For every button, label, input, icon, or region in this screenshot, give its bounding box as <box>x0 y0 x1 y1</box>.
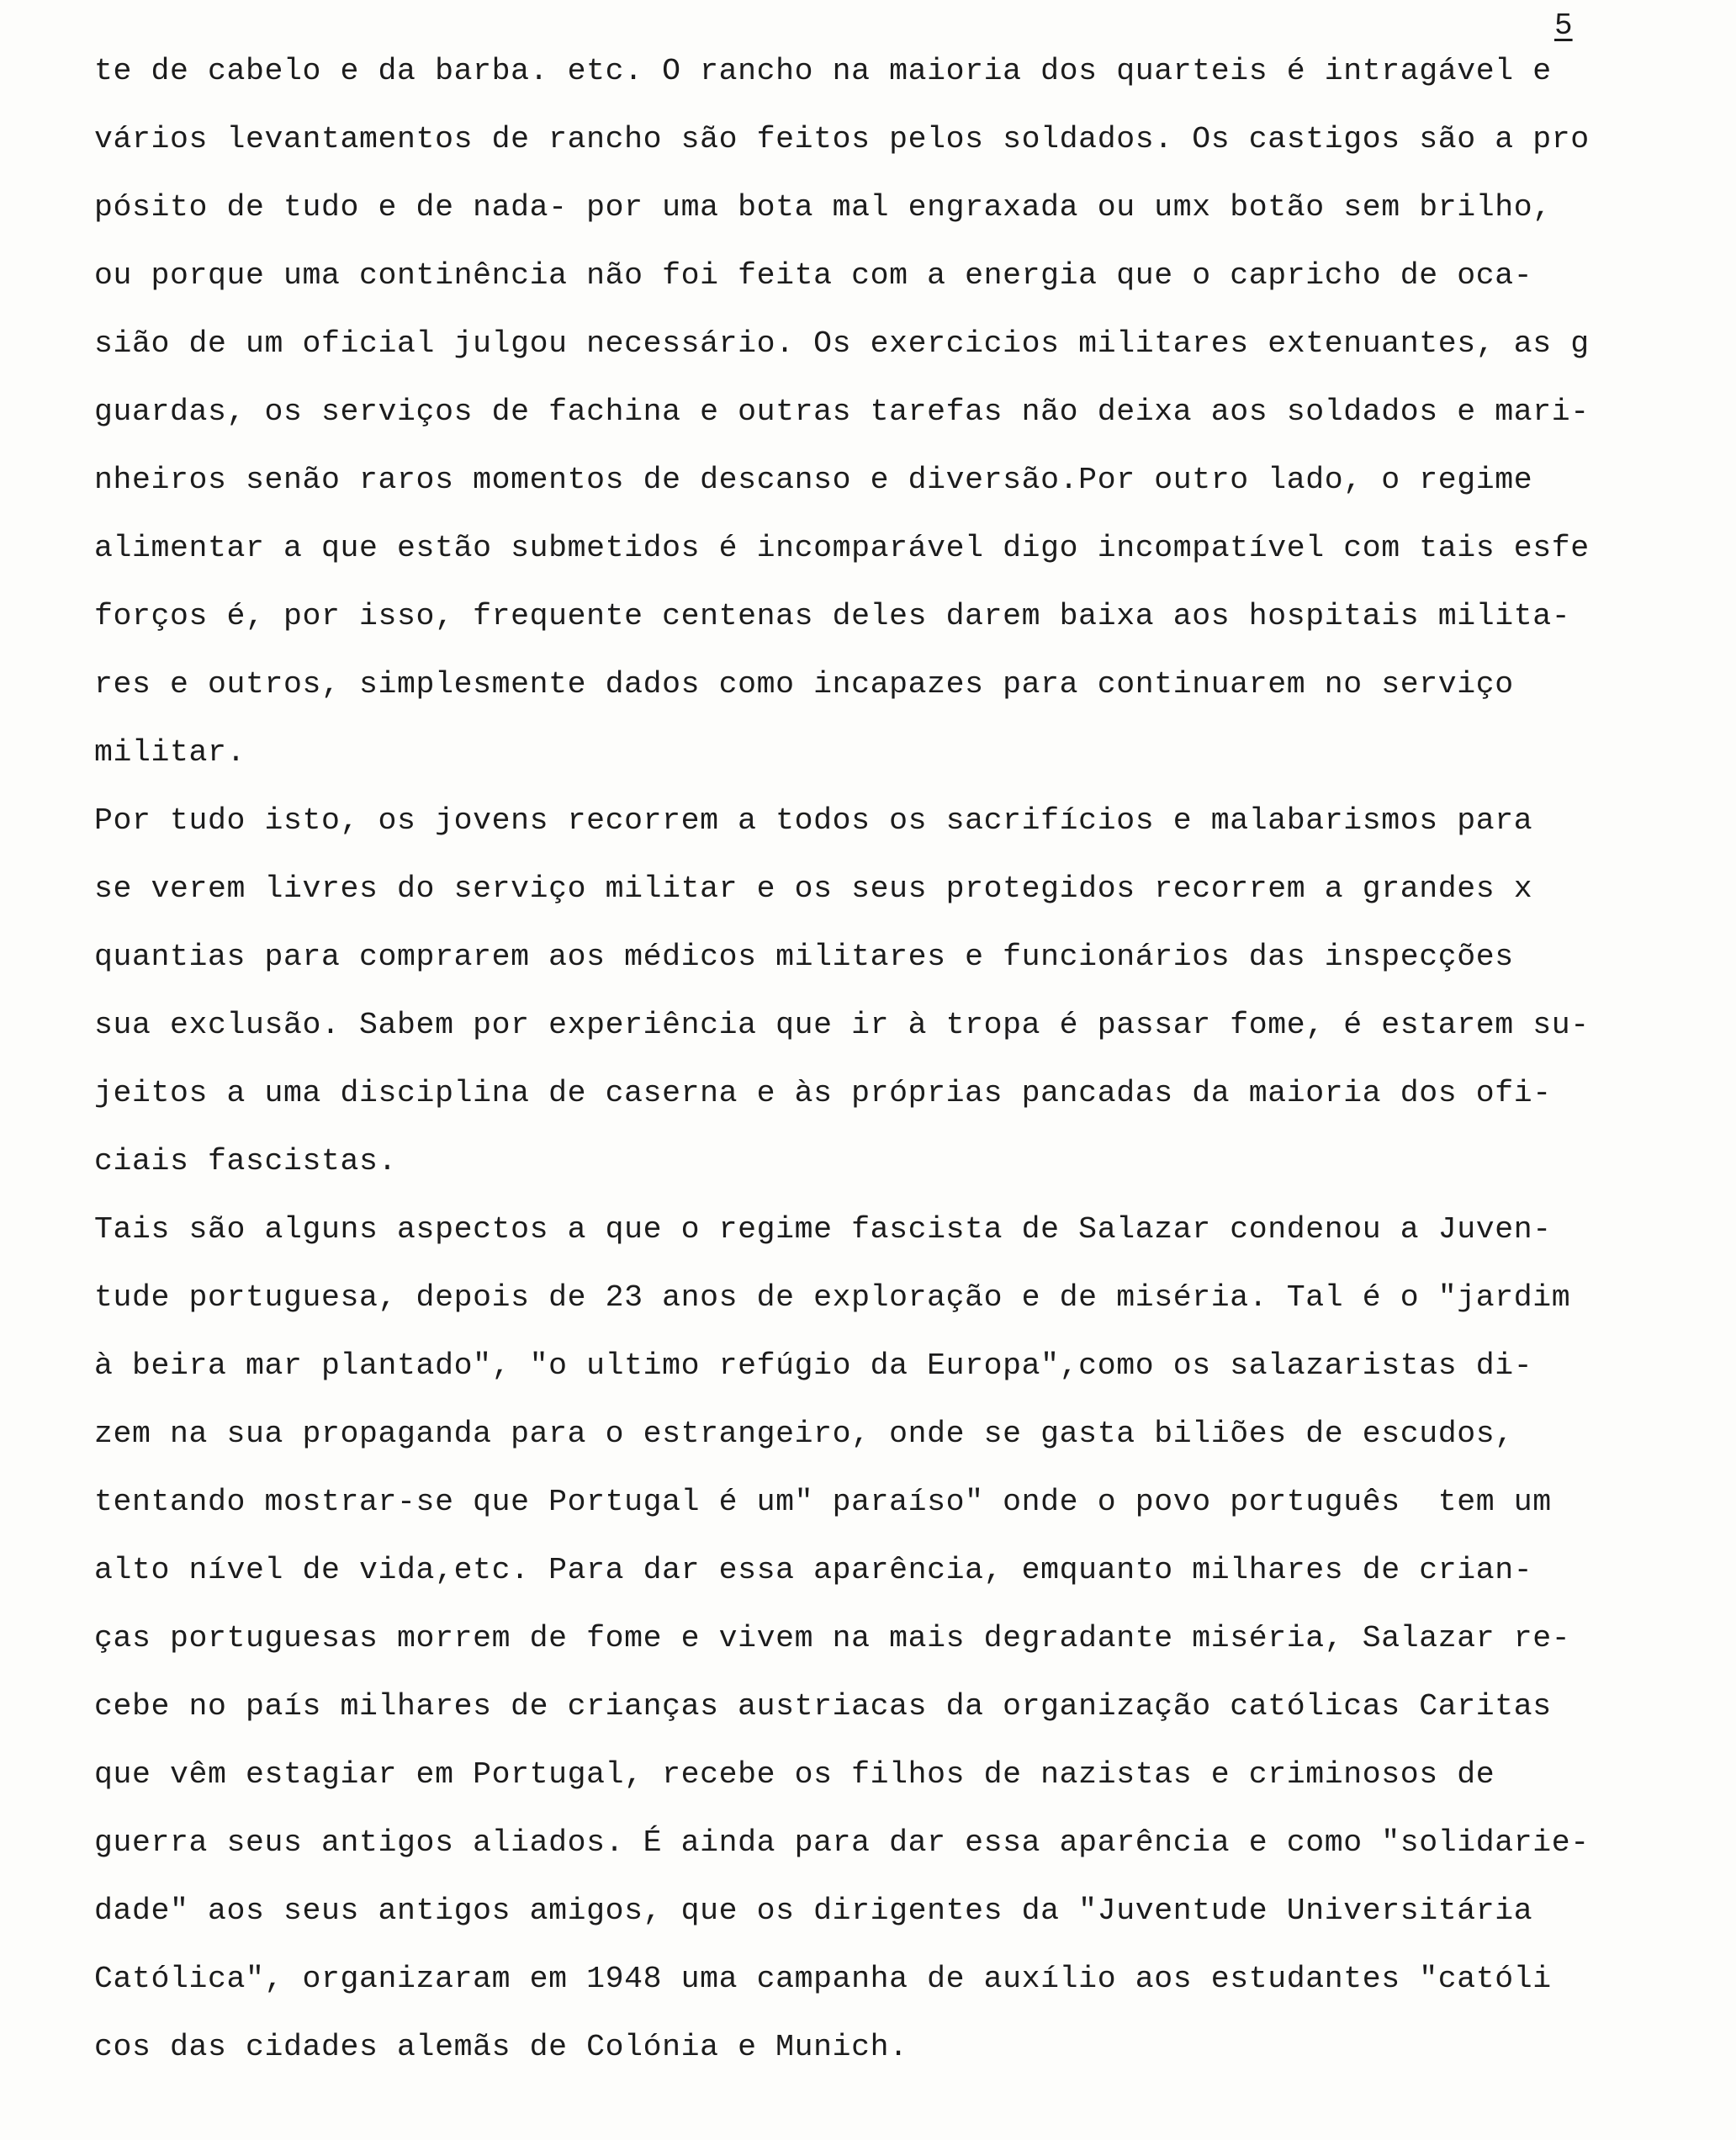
text-line: Tais são alguns aspectos a que o regime fascista de Salazar condenou a Juven- <box>94 1212 1552 1247</box>
text-line: ou porque uma continência não foi feita com a energia que o capricho de oca- <box>94 258 1533 293</box>
page-number: 5 <box>1554 8 1573 43</box>
text-line: guardas, os serviços de fachina e outras tarefas não deixa aos soldados e mari- <box>94 395 1590 429</box>
text-line: ciais fascistas. <box>94 1144 398 1179</box>
text-line: à beira mar plantado", "o ultimo refúgio da Europa",como os salazaristas di- <box>94 1348 1533 1383</box>
text-line: pósito de tudo e de nada- por uma bota mal engraxada ou umx botão sem brilho, <box>94 190 1552 225</box>
text-line: dade" aos seus antigos amigos, que os dirigentes da "Juventude Universitária <box>94 1894 1533 1928</box>
text-line: zem na sua propaganda para o estrangeiro, onde se gasta biliões de escudos, <box>94 1417 1514 1451</box>
text-line: vários levantamentos de rancho são feitos pelos soldados. Os castigos são a pro <box>94 122 1590 156</box>
text-line: jeitos a uma disciplina de caserna e às próprias pancadas da maioria dos ofi- <box>94 1076 1552 1110</box>
text-line: te de cabelo e da barba. etc. O rancho na maioria dos quarteis é intragável e <box>94 54 1552 88</box>
text-line: cos das cidades alemãs de Colónia e Munich. <box>94 2030 908 2064</box>
text-line: sua exclusão. Sabem por experiência que ir à tropa é passar fome, é estarem su- <box>94 1008 1590 1042</box>
text-line: forços é, por isso, frequente centenas deles darem baixa aos hospitais milita- <box>94 599 1571 633</box>
text-line: militar. <box>94 735 246 770</box>
text-line: quantias para comprarem aos médicos militares e funcionários das inspecções <box>94 940 1514 974</box>
text-line: Católica", organizaram em 1948 uma campanha de auxílio aos estudantes "católi <box>94 1962 1552 1996</box>
text-line: alimentar a que estão submetidos é incomparável digo incompatível com tais esfe <box>94 531 1590 565</box>
text-line: se verem livres do serviço militar e os seus protegidos recorrem a grandes x <box>94 871 1533 906</box>
text-line: guerra seus antigos aliados. É ainda para dar essa aparência e como "solidarie- <box>94 1825 1590 1860</box>
text-line: cebe no país milhares de crianças austriacas da organização católicas Caritas <box>94 1689 1552 1724</box>
text-line: ças portuguesas morrem de fome e vivem na mais degradante miséria, Salazar re- <box>94 1621 1571 1655</box>
text-line: res e outros, simplesmente dados como incapazes para continuarem no serviço <box>94 667 1514 702</box>
text-line: que vêm estagiar em Portugal, recebe os filhos de nazistas e criminosos de <box>94 1757 1495 1792</box>
text-line: nheiros senão raros momentos de descanso e diversão.Por outro lado, o regime <box>94 463 1533 497</box>
text-line: tentando mostrar-se que Portugal é um" paraíso" onde o povo português tem um <box>94 1485 1552 1519</box>
text-line: alto nível de vida,etc. Para dar essa aparência, emquanto milhares de crian- <box>94 1553 1533 1587</box>
text-line: Por tudo isto, os jovens recorrem a todos os sacrifícios e malabarismos para <box>94 803 1533 838</box>
text-line: tude portuguesa, depois de 23 anos de exploração e de miséria. Tal é o "jardim <box>94 1280 1571 1315</box>
text-line: sião de um oficial julgou necessário. Os exercicios militares extenuantes, as g <box>94 326 1590 361</box>
typewritten-text-body <box>94 37 1692 2081</box>
